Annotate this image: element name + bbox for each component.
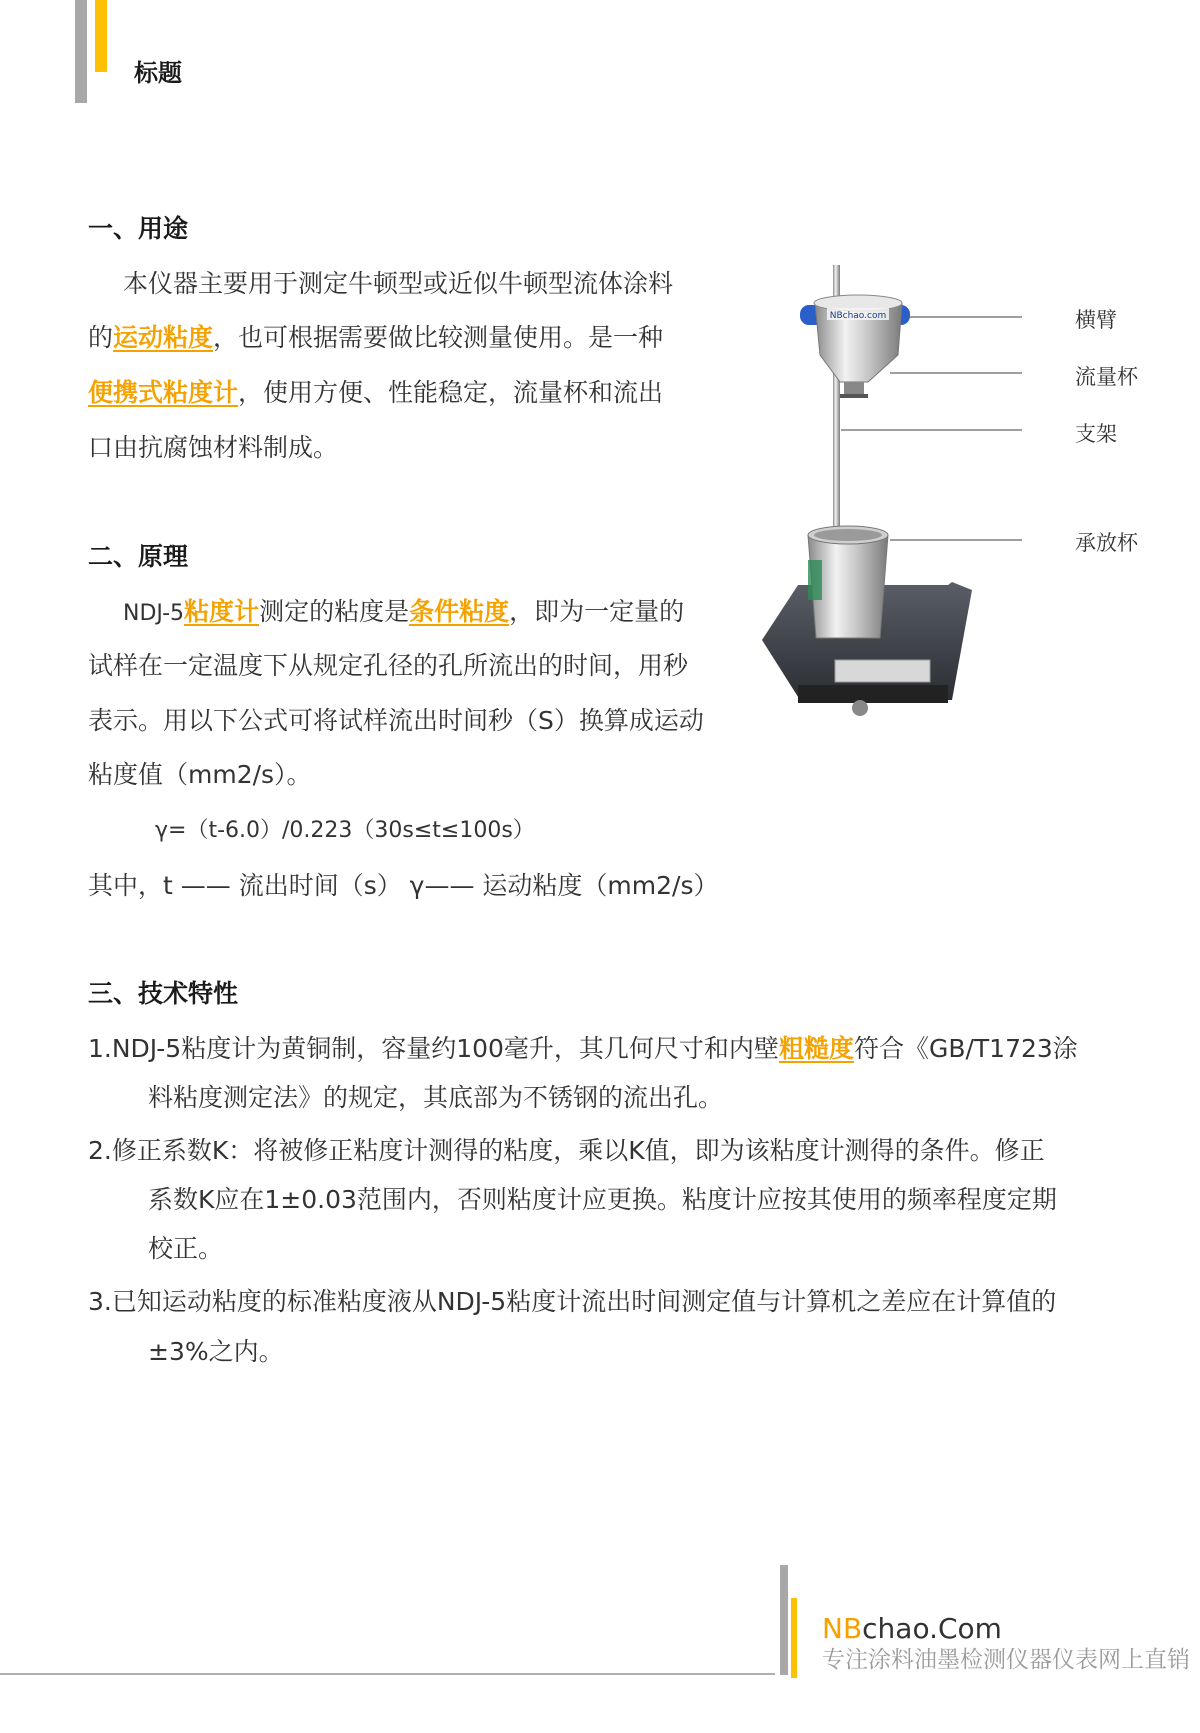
- spec-2-line-3: 校正。: [148, 1234, 224, 1263]
- keyword-link-conditional-viscosity[interactable]: 条件粘度: [409, 597, 510, 626]
- footer-rule: [0, 1673, 775, 1675]
- footer-brand-nb: NB: [822, 1612, 863, 1645]
- keyword-link-kinematic-viscosity[interactable]: 运动粘度: [113, 323, 214, 352]
- spec-1-line-2: 料粘度测定法》的规定，其底部为不锈钢的流出孔。: [148, 1083, 724, 1112]
- page-title: 标题: [134, 59, 182, 87]
- section-heading-principle: 二、原理: [88, 542, 189, 571]
- usage-line-2-pre: 的: [88, 323, 114, 352]
- spec-1-line-1-pre: 1.NDJ-5粘度计为黄铜制，容量约100毫升，其几何尺寸和内壁: [88, 1034, 779, 1063]
- usage-line-4: 口由抗腐蚀材料制成。: [88, 433, 339, 462]
- leveling-foot-icon: [852, 700, 868, 716]
- cup-label-icon: [808, 560, 822, 600]
- label-arm: 横臂: [1075, 308, 1117, 332]
- keyword-link-roughness[interactable]: 粗糙度: [778, 1034, 854, 1063]
- base-label-plate: [835, 660, 930, 682]
- usage-line-3-post: ，使用方便、性能稳定，流量杯和流出: [238, 378, 664, 407]
- principle-line-1-post: ，即为一定量的: [509, 597, 685, 626]
- formula-note: 其中，t —— 流出时间（s） γ—— 运动粘度（mm2/s）: [88, 871, 719, 900]
- usage-line-1: 本仪器主要用于测定牛顿型或近似牛顿型流体涂料: [123, 269, 674, 298]
- section-heading-specs: 三、技术特性: [88, 979, 239, 1008]
- principle-line-1: [123, 596, 684, 630]
- principle-line-4: 粘度值（mm2/s）。: [88, 760, 312, 789]
- footer-tagline: 专注涂料油墨检测仪器仪表网上直销: [822, 1647, 1190, 1673]
- footer-accent-grey: [780, 1565, 788, 1675]
- spec-1-line-1-post: 符合《GB/T1723涂: [853, 1034, 1078, 1063]
- principle-line-2: 试样在一定温度下从规定孔径的孔所流出的时间，用秒: [88, 651, 689, 680]
- label-receiving-cup: 承放杯: [1075, 531, 1138, 555]
- cup-brand-text: NBchao.com: [829, 311, 887, 321]
- spec-3-line-2: ±3%之内。: [148, 1337, 284, 1366]
- spec-2-line-2: 系数K应在1±0.03范围内，否则粘度计应更换。粘度计应按其使用的频率程度定期: [148, 1185, 1057, 1214]
- header-accent-grey: [75, 0, 87, 103]
- keyword-link-portable-viscometer[interactable]: 便携式粘度计: [88, 378, 239, 407]
- viscometer-illustration: [740, 260, 1180, 730]
- formula: γ=（t-6.0）/0.223（30s≤t≤100s）: [155, 818, 535, 843]
- spec-3-line-1: 3.已知运动粘度的标准粘度液从NDJ-5粘度计流出时间测定值与计算机之差应在计算值的: [88, 1287, 1057, 1316]
- footer-brand-rest: chao.Com: [862, 1612, 1002, 1645]
- principle-line-1-pre: NDJ-5: [123, 601, 185, 626]
- principle-line-3: 表示。用以下公式可将试样流出时间秒（S）换算成运动: [88, 706, 704, 735]
- usage-line-2: [88, 322, 663, 354]
- header-accent-yellow: [95, 0, 107, 72]
- spec-1-line-1: [88, 1033, 1078, 1065]
- footer-accent-yellow: [791, 1598, 797, 1678]
- spec-2-line-1: 2.修正系数K：将被修正粘度计测得的粘度，乘以K值，即为该粘度计测得的条件。修正: [88, 1136, 1045, 1165]
- usage-line-2-post: ，也可根据需要做比较测量使用。是一种: [213, 323, 664, 352]
- principle-line-1-mid: 测定的粘度是: [259, 597, 410, 626]
- label-flow-cup: 流量杯: [1075, 365, 1138, 389]
- usage-line-3: [88, 377, 663, 409]
- outflow-nozzle: [844, 382, 864, 396]
- footer-brand-link[interactable]: [822, 1612, 1002, 1646]
- section-heading-usage: 一、用途: [88, 214, 189, 243]
- label-stand: 支架: [1075, 422, 1117, 446]
- base-foot: [798, 685, 948, 703]
- keyword-link-viscometer[interactable]: 粘度计: [184, 597, 260, 626]
